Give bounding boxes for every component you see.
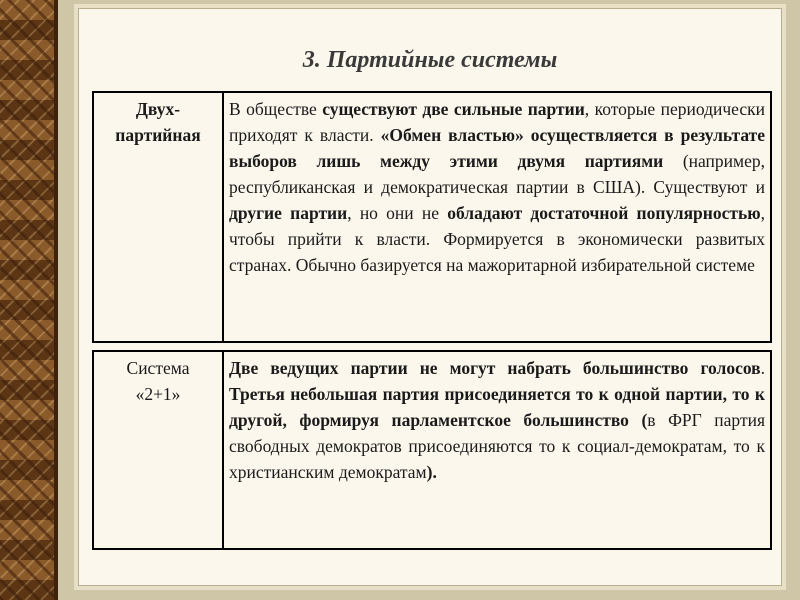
description-bold-text: другие партии <box>229 203 348 223</box>
description-text: , чтобы прийти к власти. Формируется в экономически развитых странах. Обычно базируется на мажоритарной избирательной системе <box>229 203 765 275</box>
two-plus-one-table <box>92 350 772 550</box>
description-cell <box>223 92 771 342</box>
table-row <box>93 92 771 342</box>
description-text: , которые периодически приходят к власти. <box>229 99 765 145</box>
decorative-parquet-border <box>0 0 58 600</box>
description-text: в ФРГ партия свободных демократов присоединяются то к социал-демократам, то к христианским демократам <box>229 410 766 482</box>
description-text: (например, республиканская и демократическая партии в США). Существуют и <box>229 151 765 197</box>
table-row <box>93 351 771 549</box>
term-cell <box>93 92 223 342</box>
term-line: Система <box>126 358 190 378</box>
description-bold-text: обладают достаточной популярностью <box>447 203 761 223</box>
description-bold-text: ( <box>641 410 648 430</box>
term-line: партийная <box>115 125 201 145</box>
description-bold-text: ). <box>426 462 437 482</box>
description-bold-text: Две ведущих партии не могут набрать большинство голосов <box>229 358 761 378</box>
description-text: . <box>760 358 765 378</box>
term-cell <box>93 351 223 549</box>
description-text: В обществе <box>229 99 323 119</box>
description-bold-text: Третья небольшая партия присоединяется то к одной партии, то к другой, формируя парламентское большинство <box>229 384 765 430</box>
description-cell <box>223 351 771 549</box>
two-party-table <box>92 91 772 343</box>
description-bold-text: «Обмен властью» осуществляется в результате выборов лишь между этими двумя партиями <box>229 125 765 171</box>
slide-panel <box>78 8 782 586</box>
description-text <box>629 410 642 430</box>
term-line: Двух- <box>135 99 181 119</box>
term-line: «2+1» <box>135 384 181 404</box>
slide-title: 3. Партийные системы <box>302 47 558 73</box>
description-bold-text: существуют две сильные партии <box>322 99 585 119</box>
description-text: , но они не <box>347 203 448 223</box>
